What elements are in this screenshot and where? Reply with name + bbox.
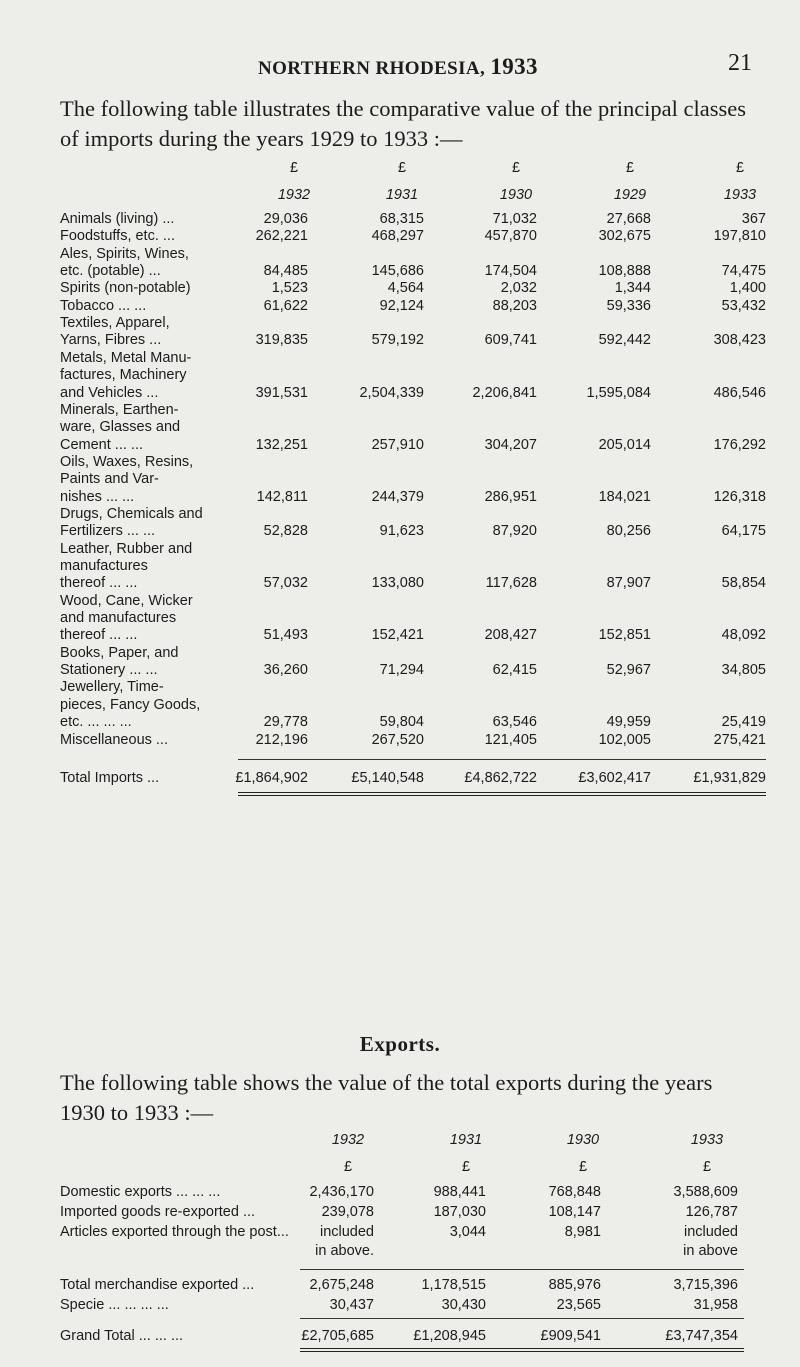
table-cell: 212,196 — [255, 731, 308, 748]
table-cell: 91,623 — [379, 523, 424, 540]
table-cell: 52,828 — [263, 523, 308, 540]
exports-heading: Exports. — [359, 1032, 441, 1056]
table-cell: 57,032 — [263, 575, 308, 592]
table-cell: 84,485 — [263, 263, 308, 280]
row-label: factures, Machinery — [60, 367, 187, 384]
total-double-rule-1 — [238, 792, 766, 793]
row-label: thereof ... ... — [60, 575, 138, 592]
year-header: 1930 — [499, 187, 533, 203]
row-label: Spirits (non-potable) — [60, 280, 191, 297]
row-label: Articles exported through the post... — [60, 1224, 289, 1240]
table-cell: 117,628 — [485, 575, 537, 592]
total-cell: £1,864,902 — [235, 770, 308, 786]
table-cell: in above — [683, 1243, 738, 1259]
total-cell: £3,602,417 — [578, 770, 651, 786]
table-cell: 59,804 — [379, 714, 424, 731]
table-cell: 74,475 — [721, 263, 766, 280]
row-label: Minerals, Earthen- — [60, 401, 179, 418]
year-header: 1931 — [385, 187, 419, 203]
table-cell: 61,622 — [263, 297, 308, 314]
year-header: 1932 — [277, 187, 311, 203]
grand-total-label: Grand Total ... ... ... — [60, 1328, 184, 1344]
table-cell: 142,811 — [256, 488, 308, 505]
row-label: Yarns, Fibres ... — [60, 332, 162, 349]
currency-header: £ — [511, 160, 521, 176]
table-cell: 1,523 — [271, 280, 308, 297]
table-cell: 184,021 — [598, 488, 651, 505]
table-cell: 126,787 — [685, 1204, 738, 1220]
year-header: 1932 — [331, 1132, 365, 1148]
table-cell: 36,260 — [263, 662, 308, 679]
table-cell: 8,981 — [564, 1224, 601, 1240]
grand-total-top-rule — [300, 1318, 744, 1319]
currency-header: £ — [289, 160, 299, 176]
merch-total-cell: 885,976 — [548, 1277, 601, 1293]
row-label: Textiles, Apparel, — [60, 315, 170, 332]
year-header: 1929 — [613, 187, 647, 203]
table-cell: 486,546 — [713, 384, 766, 401]
imports-intro: The following table illustrates the comparative value of the principal classes of imports during the years 1929 to 1933 :— — [60, 96, 747, 151]
table-cell: 208,427 — [484, 627, 537, 644]
table-cell: 1,344 — [614, 280, 651, 297]
merch-top-rule — [300, 1269, 744, 1270]
table-cell: 3,044 — [449, 1224, 486, 1240]
row-label: Foodstuffs, etc. ... — [60, 228, 175, 245]
merch-total-cell: 2,675,248 — [309, 1277, 374, 1293]
table-cell: 80,256 — [606, 523, 651, 540]
table-cell: in above. — [315, 1243, 374, 1259]
year-header: 1933 — [690, 1132, 724, 1148]
table-cell: 768,848 — [548, 1184, 601, 1200]
table-cell: included — [683, 1224, 738, 1240]
table-cell: 92,124 — [379, 297, 424, 314]
table-cell: 176,292 — [713, 436, 766, 453]
row-label: ware, Glasses and — [60, 419, 181, 436]
table-cell: 197,810 — [713, 228, 766, 245]
running-head — [0, 48, 800, 78]
table-cell: 244,379 — [371, 488, 424, 505]
total-double-rule-2 — [238, 795, 766, 796]
running-title — [258, 54, 538, 80]
table-cell: 62,415 — [492, 662, 537, 679]
year-header: 1933 — [723, 187, 757, 203]
total-cell: £1,931,829 — [693, 770, 766, 786]
table-cell: 988,441 — [433, 1184, 486, 1200]
table-cell: 145,686 — [371, 263, 424, 280]
specie-cell: 30,430 — [441, 1297, 486, 1313]
table-cell: 2,436,170 — [309, 1184, 374, 1200]
currency-header: £ — [625, 160, 635, 176]
row-label: Domestic exports ... ... ... — [60, 1184, 221, 1200]
table-cell: 457,870 — [484, 228, 537, 245]
total-cell: £5,140,548 — [351, 770, 424, 786]
table-cell: 59,336 — [606, 297, 651, 314]
table-cell: 304,207 — [484, 436, 537, 453]
row-label: Books, Paper, and — [60, 644, 179, 661]
table-cell: 121,405 — [484, 731, 537, 748]
table-cell: 152,421 — [371, 627, 424, 644]
row-label: Drugs, Chemicals and — [60, 505, 203, 522]
table-cell: 71,032 — [492, 211, 537, 227]
table-cell: 592,442 — [598, 332, 651, 349]
table-cell: 132,251 — [255, 436, 308, 453]
table-cell: 609,741 — [484, 332, 537, 349]
grand-total-double-rule-2 — [300, 1351, 744, 1352]
table-cell: 126,318 — [713, 488, 766, 505]
row-label: Miscellaneous ... — [60, 731, 168, 748]
currency-header: £ — [702, 1159, 712, 1175]
table-cell: 2,504,339 — [359, 384, 424, 401]
running-title-year: 1933 — [490, 54, 538, 79]
table-cell: 71,294 — [379, 662, 424, 679]
row-label: Fertilizers ... ... — [60, 523, 156, 540]
row-label: Oils, Waxes, Resins, — [60, 453, 194, 470]
table-cell: 367 — [741, 211, 766, 227]
table-cell: 58,854 — [721, 575, 766, 592]
page-number: 21 — [728, 50, 752, 76]
table-cell: 108,888 — [598, 263, 651, 280]
row-label: Stationery ... ... — [60, 662, 158, 679]
table-cell: 68,315 — [379, 211, 424, 227]
specie-cell: 23,565 — [556, 1297, 601, 1313]
table-cell: 1,400 — [729, 280, 766, 297]
year-header: 1931 — [449, 1132, 483, 1148]
row-label: Wood, Cane, Wicker — [60, 592, 193, 609]
table-cell: 133,080 — [371, 575, 424, 592]
table-cell: 25,419 — [721, 714, 766, 731]
table-cell: 102,005 — [598, 731, 651, 748]
row-label: and Vehicles ... — [60, 384, 159, 401]
table-cell: 308,423 — [713, 332, 766, 349]
table-cell: 262,221 — [255, 228, 308, 245]
table-cell: 579,192 — [371, 332, 424, 349]
row-label: etc. (potable) ... — [60, 263, 161, 280]
grand-total-cell: £909,541 — [540, 1328, 601, 1344]
row-label: Imported goods re-exported ... — [60, 1204, 256, 1220]
row-label: Tobacco ... ... — [60, 297, 147, 314]
table-cell: 152,851 — [598, 627, 651, 644]
table-cell: 468,297 — [371, 228, 424, 245]
table-cell: 257,910 — [371, 436, 424, 453]
row-label: and manufactures — [60, 610, 177, 627]
grand-total-cell: £1,208,945 — [413, 1328, 486, 1344]
table-cell: 4,564 — [387, 280, 424, 297]
row-label: Leather, Rubber and — [60, 540, 193, 557]
currency-header: £ — [461, 1159, 471, 1175]
table-cell: 48,092 — [721, 627, 766, 644]
table-cell: 2,206,841 — [472, 384, 537, 401]
table-cell: 34,805 — [721, 662, 766, 679]
specie-cell: 30,437 — [329, 1297, 374, 1313]
row-label: manufactures — [60, 558, 148, 574]
specie-cell: 31,958 — [693, 1297, 738, 1313]
table-cell: 29,036 — [263, 211, 308, 227]
table-cell: included — [319, 1224, 374, 1240]
grand-total-double-rule-1 — [300, 1348, 744, 1349]
currency-header: £ — [735, 160, 745, 176]
table-cell: 1,595,084 — [586, 384, 651, 401]
table-cell: 64,175 — [721, 523, 766, 540]
table-cell: 29,778 — [263, 714, 308, 731]
total-label: Total Imports ... — [60, 770, 160, 786]
row-label: etc. ... ... ... — [60, 714, 132, 731]
row-label: thereof ... ... — [60, 627, 138, 644]
currency-header: £ — [578, 1159, 588, 1175]
table-cell: 286,951 — [484, 488, 537, 505]
grand-total-cell: £2,705,685 — [301, 1328, 374, 1344]
table-cell: 391,531 — [255, 384, 308, 401]
total-top-rule — [238, 759, 766, 760]
currency-header: £ — [343, 1159, 353, 1175]
table-cell: 267,520 — [371, 731, 424, 748]
table-cell: 174,504 — [484, 263, 537, 280]
table-cell: 63,546 — [492, 714, 537, 731]
row-label: Jewellery, Time- — [60, 679, 164, 696]
table-cell: 108,147 — [548, 1204, 601, 1220]
exports-intro: The following table shows the value of the total exports during the years 1930 to 1933 :— — [60, 1070, 713, 1125]
table-cell: 53,432 — [721, 297, 766, 314]
table-cell: 3,588,609 — [673, 1184, 738, 1200]
table-cell: 187,030 — [433, 1204, 486, 1220]
row-label: Metals, Metal Manu- — [60, 349, 192, 366]
table-cell: 52,967 — [606, 662, 651, 679]
merch-total-cell: 3,715,396 — [673, 1277, 738, 1293]
row-label: Animals (living) ... — [60, 211, 175, 227]
total-cell: £4,862,722 — [464, 770, 537, 786]
merch-total-label: Total merchandise exported ... — [60, 1277, 255, 1293]
specie-label: Specie ... ... ... ... — [60, 1297, 169, 1313]
currency-header: £ — [397, 160, 407, 176]
table-cell: 275,421 — [713, 731, 766, 748]
table-cell: 302,675 — [598, 228, 651, 245]
table-cell: 49,959 — [606, 714, 651, 731]
merch-total-cell: 1,178,515 — [421, 1277, 486, 1293]
table-cell: 87,907 — [606, 575, 651, 592]
table-cell: 239,078 — [321, 1204, 374, 1220]
running-title-text: NORTHERN RHODESIA, — [258, 58, 486, 79]
table-cell: 51,493 — [263, 627, 308, 644]
row-label: Paints and Var- — [60, 471, 159, 488]
year-header: 1930 — [566, 1132, 600, 1148]
row-label: Cement ... ... — [60, 436, 143, 453]
row-label: nishes ... ... — [60, 488, 135, 505]
table-cell: 87,920 — [492, 523, 537, 540]
grand-total-cell: £3,747,354 — [665, 1328, 738, 1344]
table-cell: 2,032 — [500, 280, 537, 297]
row-label: Ales, Spirits, Wines, — [60, 245, 189, 262]
table-cell: 205,014 — [598, 436, 651, 453]
table-cell: 88,203 — [492, 297, 537, 314]
table-cell: 319,835 — [255, 332, 308, 349]
table-cell: 27,668 — [606, 211, 651, 227]
row-label: pieces, Fancy Goods, — [60, 696, 201, 713]
